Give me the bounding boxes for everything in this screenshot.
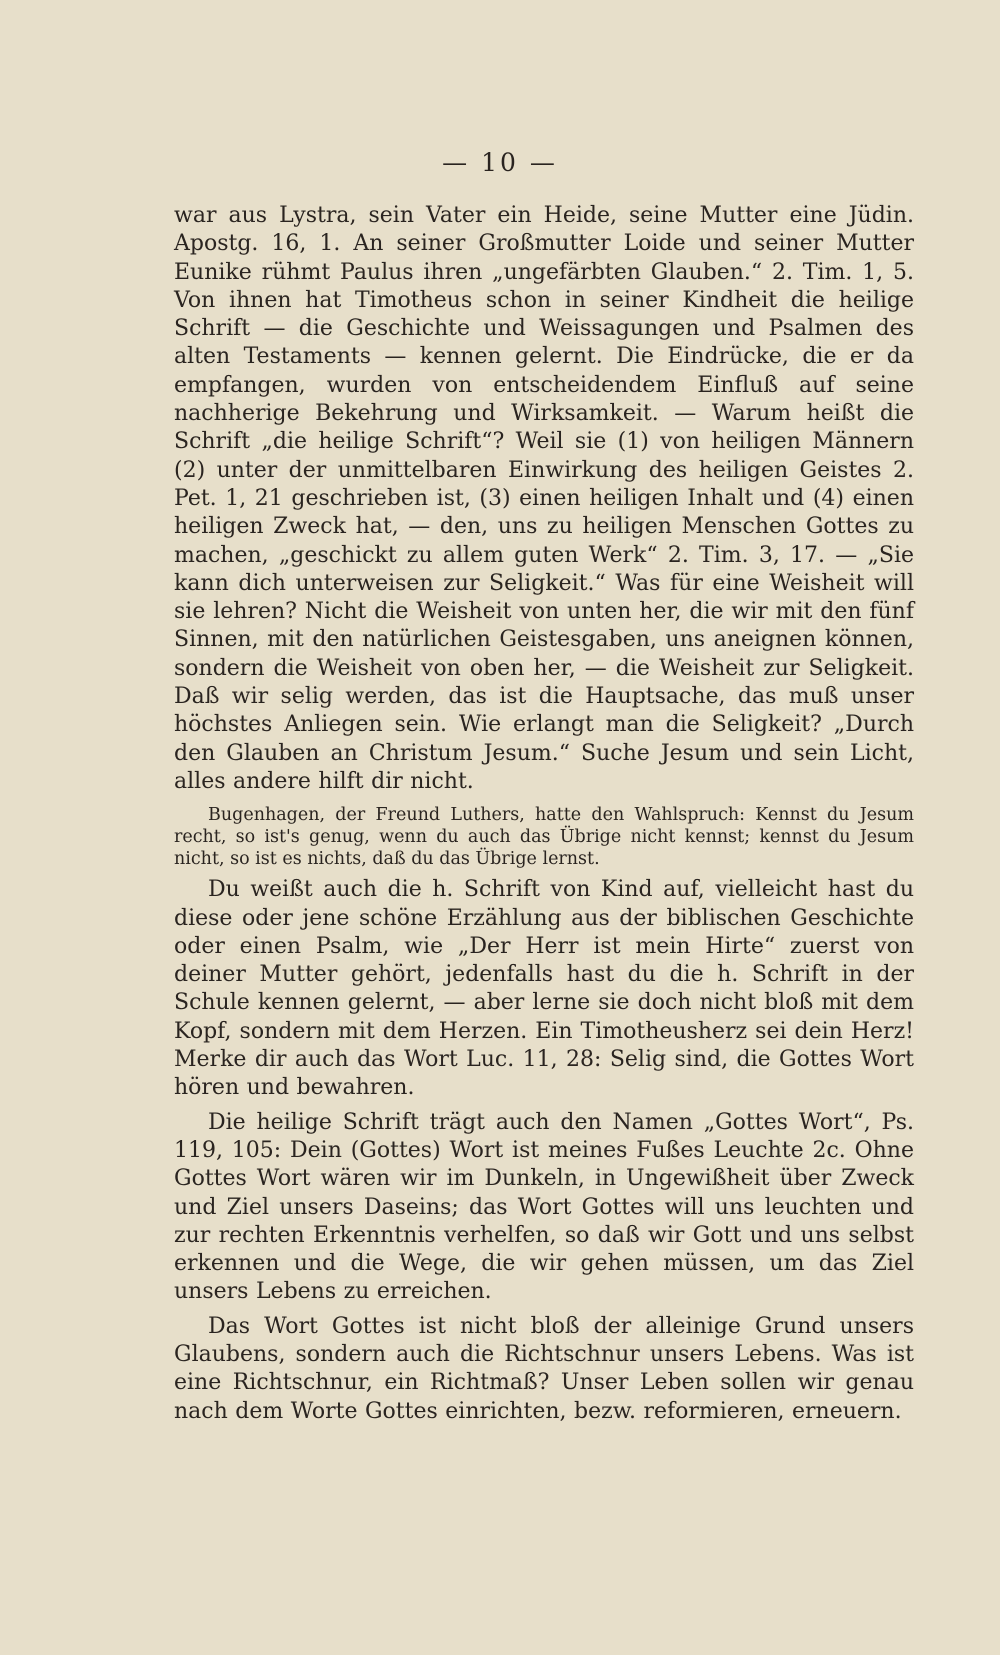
page-number: — 10 — [442,148,558,177]
paragraph-richtschnur: Das Wort Gottes ist nicht bloß der alleinige Grund unsers Glaubens, sondern auch die Richtschnur unsers Lebens. Was ist eine Richtschnur, ein Richtmaß? Unser Leben sollen wir genau nach dem Worte Gottes einrichten, bezw. reformieren, erneuern. [174,1313,914,1424]
paragraph-timotheus: war aus Lystra, sein Vater ein Heide, seine Mutter eine Jüdin. Apostg. 16, 1. An seiner Großmutter Loide und seiner Mutter Eunike rühmt Paulus ihren „ungefärbten Glauben.“ 2. Tim. 1, 5. Von ihnen hat Timotheus schon in seiner Kindheit die heilige Schrift — die Geschichte und Weissagungen und Psalmen des alten Testaments — kennen gelernt. Die Eindrücke, die er da empfangen, wurden von entscheidendem Einfluß auf seine nachherige Bekehrung und Wirksamkeit. — Warum heißt die Schrift „die heilige Schrift“? Weil sie (1) von heiligen Männern (2) unter der unmittelbaren Einwirkung des heiligen Geistes 2. Pet. 1, 21 geschrieben ist, (3) einen heiligen Inhalt und (4) einen heiligen Zweck hat, — den, uns zu heiligen Menschen Gottes zu machen, „geschickt zu allem guten Werk“ 2. Tim. 3, 17. — „Sie kann dich unterweisen zur Seligkeit.“ Was für eine Weisheit will sie lehren? Nicht die Weisheit von unten her, die wir mit den fünf Sinnen, mit den natürlichen Geistesgaben, uns aneignen können, sondern die Weisheit von oben her, — die Weisheit zur Seligkeit. Daß wir selig werden, das ist die Hauptsache, das muß unser höchstes Anliegen sein. Wie erlangt man die Seligkeit? „Durch den Glauben an Christum Jesum.“ Suche Jesum und sein Licht, alles andere hilft dir nicht. [174,203,914,794]
footnote-bugenhagen: Bugenhagen, der Freund Luthers, hatte den Wahlspruch: Kennst du Jesum recht, so ist's genug, wenn du auch das Übrige nicht kennst; kennst du Jesum nicht, so ist es nichts, daß du das Übrige lernst. [174,805,914,870]
paragraph-kind-auf: Du weißt auch die h. Schrift von Kind auf, vielleicht hast du diese oder jene schöne Erzählung aus der biblischen Geschichte oder einen Psalm, wie „Der Herr ist mein Hirte“ zuerst von deiner Mutter gehört, jedenfalls hast du die h. Schrift in der Schule kennen gelernt, — aber lerne sie doch nicht bloß mit dem Kopf, sondern mit dem Herzen. Ein Timotheusherz sei dein Herz! Merke dir auch das Wort Luc. 11, 28: Selig sind, die Gottes Wort hören und bewahren. [174,877,914,1101]
body-text [174,202,914,1426]
paragraph-gottes-wort: Die heilige Schrift trägt auch den Namen „Gottes Wort“, Ps. 119, 105: Dein (Gottes) Wort ist meines Fußes Leuchte 2c. Ohne Gottes Wort wären wir im Dunkeln, in Ungewißheit über Zweck und Ziel unsers Daseins; das Wort Gottes will uns leuchten und zur rechten Erkenntnis verhelfen, so daß wir Gott und uns selbst erkennen und die Wege, die wir gehen müssen, um das Ziel unsers Lebens zu erreichen. [174,1109,914,1305]
